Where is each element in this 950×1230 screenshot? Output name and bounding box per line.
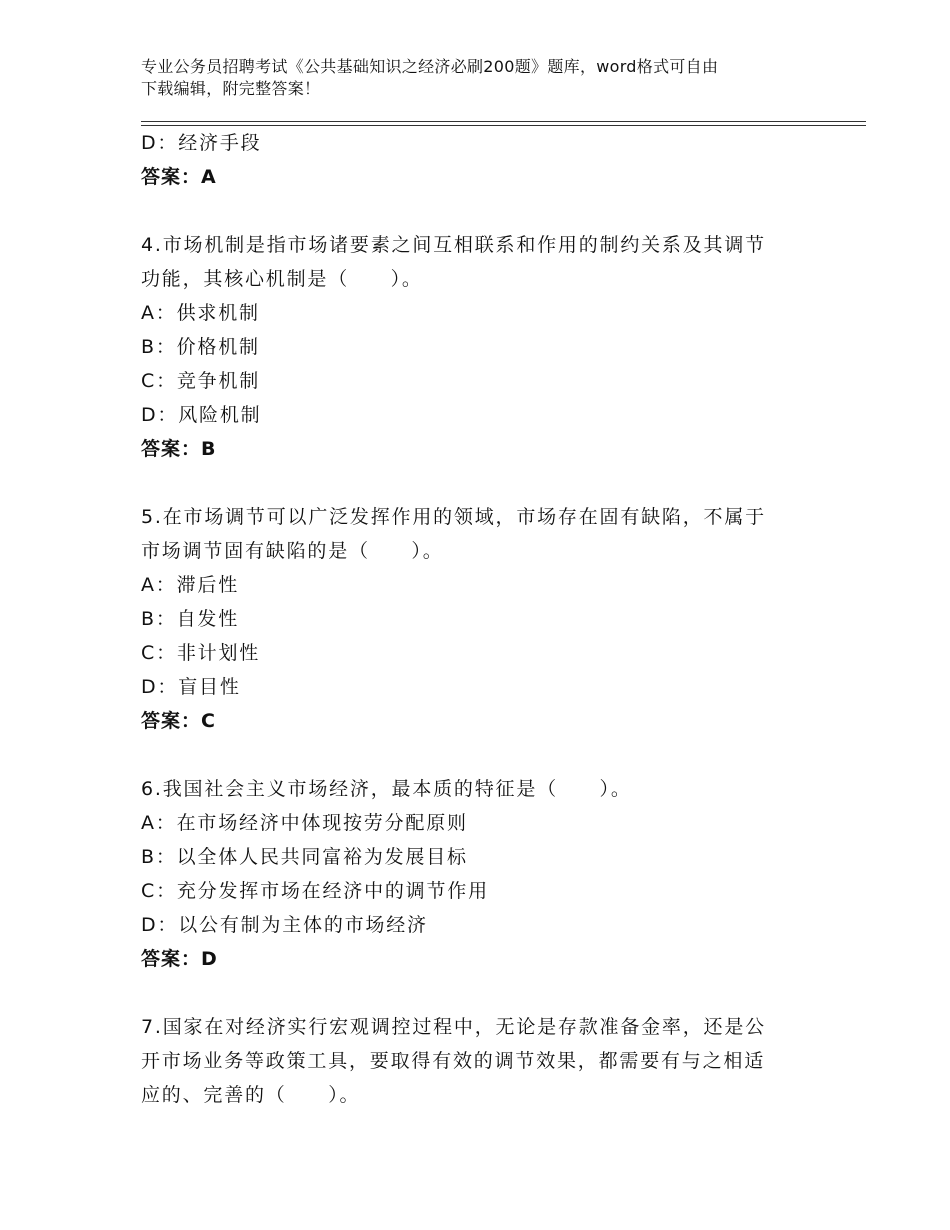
document-header <box>141 56 821 100</box>
option-a: A：在市场经济中体现按劳分配原则 <box>141 812 468 834</box>
option-b: B：自发性 <box>141 608 240 630</box>
question-7 <box>141 1010 821 1112</box>
spacer <box>141 738 821 772</box>
option-a: A：供求机制 <box>141 302 260 324</box>
option-d: D：以公有制为主体的市场经济 <box>141 914 428 936</box>
option-c: C：充分发挥市场在经济中的调节作用 <box>141 880 489 902</box>
spacer <box>141 466 821 500</box>
header-line-1: 专业公务员招聘考试《公共基础知识之经济必刷200题》题库，word格式可自由 <box>141 57 719 76</box>
answer-line: 答案：A <box>141 166 217 188</box>
option-d: D：风险机制 <box>141 404 262 426</box>
option-b: B：以全体人民共同富裕为发展目标 <box>141 846 468 868</box>
spacer <box>141 194 821 228</box>
answer-line: 答案：D <box>141 948 218 970</box>
document-body <box>141 126 821 1112</box>
option-d: D：盲目性 <box>141 676 241 698</box>
spacer <box>141 976 821 1010</box>
question-stem: 市场调节固有缺陷的是（ ）。 <box>141 540 444 562</box>
option-d: D：经济手段 <box>141 132 262 154</box>
question-stem: 功能，其核心机制是（ ）。 <box>141 268 423 290</box>
option-c: C：竞争机制 <box>141 370 261 392</box>
option-a: A：滞后性 <box>141 574 239 596</box>
header-divider-top <box>141 121 866 122</box>
option-b: B：价格机制 <box>141 336 260 358</box>
answer-line: 答案：C <box>141 710 216 732</box>
header-line-2: 下载编辑，附完整答案！ <box>141 79 321 98</box>
question-stem: 4.市场机制是指市场诸要素之间互相联系和作用的制约关系及其调节 <box>141 234 766 256</box>
question-4 <box>141 228 821 466</box>
question-stem: 6.我国社会主义市场经济，最本质的特征是（ ）。 <box>141 778 632 800</box>
question-6 <box>141 772 821 976</box>
question-stem: 5.在市场调节可以广泛发挥作用的领域，市场存在固有缺陷，不属于 <box>141 506 766 528</box>
question-5 <box>141 500 821 738</box>
question-stem: 应的、完善的（ ）。 <box>141 1084 361 1106</box>
answer-line: 答案：B <box>141 438 217 460</box>
question-3 <box>141 126 821 194</box>
question-stem: 开市场业务等政策工具，要取得有效的调节效果，都需要有与之相适 <box>141 1050 766 1072</box>
question-stem: 7.国家在对经济实行宏观调控过程中，无论是存款准备金率，还是公 <box>141 1016 766 1038</box>
option-c: C：非计划性 <box>141 642 261 664</box>
